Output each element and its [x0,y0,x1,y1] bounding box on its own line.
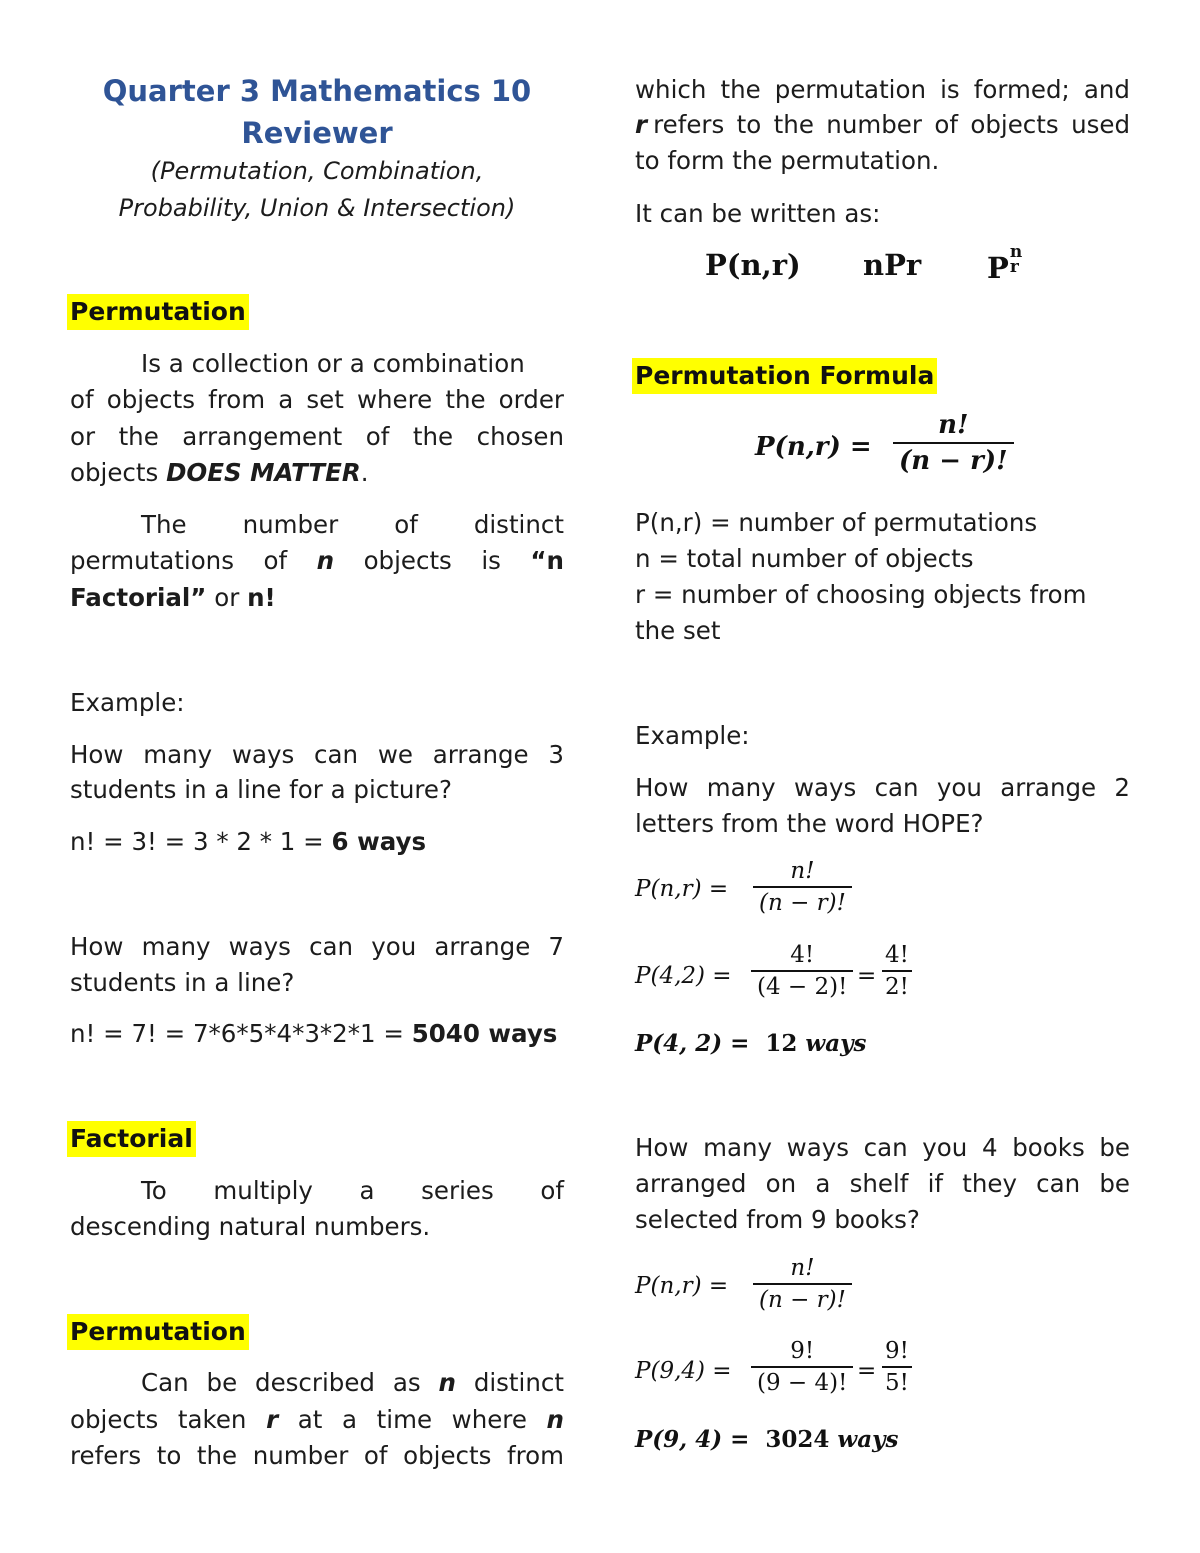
result-lhs: P(4, 2) = [635,1030,750,1057]
text-line [141,1173,564,1210]
equals-sign: = [857,963,877,989]
permutation-formula-heading: Permutation Formula [632,358,937,394]
text-line [70,580,276,617]
word: distinct [473,510,564,539]
word: taken [177,1405,247,1434]
word: distinct [473,1368,564,1397]
emphasis-text: DOES MATTER [166,458,361,487]
formula-fraction [893,410,1014,476]
word: time [376,1405,433,1434]
equals-sign: = [857,1358,877,1384]
word: a [342,1405,358,1434]
word: be [206,1368,238,1397]
formula-numerator: n! [790,1255,815,1281]
formula-fraction [753,858,852,916]
page-subtitle-line2: Probability, Union & Intersection) [118,194,516,222]
word: is [481,546,501,575]
variable-r: r [635,110,648,139]
result-unit: ways [805,1030,867,1057]
formula-lhs: P(4,2) = [635,963,732,989]
permutation-heading: Permutation [67,294,249,330]
formula-lhs: P(n,r) = [635,1273,729,1299]
example-label: Example: [70,688,185,717]
formula-lhs: P(n,r) = [755,432,872,462]
text-line [635,107,1130,144]
formula-denominator: 5! [882,1366,912,1396]
text-line [141,1365,564,1402]
text-line: which the permutation is formed; and [635,75,1130,104]
page-subtitle: (Permutation, Combination, [150,157,484,185]
text-line: refers to the number of objects from [70,1441,564,1470]
result-unit: ways [837,1426,899,1453]
definition-line: P(n,r) = number of permutations [635,508,1038,537]
formula-numerator: 4! [885,942,909,968]
word: Can [141,1368,189,1397]
word: series [421,1176,494,1205]
text-line: or the arrangement of the chosen [70,422,564,451]
question-line: How many ways can you arrange 7 [70,932,564,961]
notation-function: P(n,r) [705,248,801,282]
example-label: Example: [635,721,750,750]
word: permutations [70,546,234,575]
formula-numerator: n! [938,410,969,440]
formula-denominator: (n − r)! [893,442,1014,476]
factorial-heading: Factorial [67,1121,196,1157]
result-line [635,1030,866,1057]
formula-denominator: (4 − 2)! [751,970,853,1000]
word: where [451,1405,527,1434]
notation-npr: nPr [863,248,922,282]
formula-denominator: (9 − 4)! [751,1366,853,1396]
result-line [635,1426,898,1453]
text-line: descending natural numbers. [70,1212,431,1241]
text-span: or [206,583,248,612]
calculation-line [70,1016,557,1053]
formula-lhs: P(9,4) = [635,1358,732,1384]
variable-n: n [316,546,335,575]
definition-line: n = total number of objects [635,544,974,573]
word: To [141,1176,167,1205]
formula-fraction [753,1255,852,1313]
word: objects [363,546,452,575]
emphasis-text: n! [247,583,276,612]
question-line: arranged on a shelf if they can be [635,1169,1130,1198]
permutation-heading-2: Permutation [67,1314,249,1350]
word: a [359,1176,375,1205]
variable-n: n [546,1405,564,1434]
calc-result: 6 ways [331,827,427,856]
notation-superscript [987,242,1025,285]
formula-fraction [751,942,853,1000]
word: at [297,1405,323,1434]
question-line: selected from 9 books? [635,1205,920,1234]
emphasis-text: Factorial” [70,583,207,612]
question-line: How many ways can you 4 books be [635,1133,1130,1162]
emphasis-text: “n [530,546,564,575]
page-title: Quarter 3 Mathematics 10 [102,74,532,108]
formula-fraction [882,1338,912,1396]
word: number [242,510,339,539]
text-line [141,507,564,544]
variable-n: n [438,1368,456,1397]
word: objects [70,1405,159,1434]
variable-r: r [266,1405,279,1434]
calculation-line [70,824,426,861]
formula-denominator: (n − r)! [753,886,852,916]
text-line: of objects from a set where the order [70,385,564,414]
text-span: refers to the number of objects used [653,110,1130,139]
formula-fraction [751,1338,853,1396]
result-value: 3024 [765,1426,830,1453]
text-span: objects [70,458,167,487]
calc-text: n! = 3! = 3 * 2 * 1 = [70,827,332,856]
definition-line: r = number of choosing objects from [635,580,1087,609]
notation-sub: r [1009,257,1019,277]
word: multiply [213,1176,313,1205]
definition-line: the set [635,616,721,645]
text-span: . [360,458,369,487]
word: described [255,1368,375,1397]
result-value: 12 [765,1030,798,1057]
text-line [70,1402,564,1439]
text-line: to form the permutation. [635,146,940,175]
formula-fraction [882,942,912,1000]
word: of [263,546,288,575]
formula-numerator: n! [790,858,815,884]
notation-sup: n [1009,242,1023,262]
written-as-label: It can be written as: [635,199,881,228]
formula-denominator: 2! [882,970,912,1000]
word: The [141,510,187,539]
question-line: How many ways can you arrange 2 [635,773,1130,802]
formula-numerator: 4! [790,942,815,968]
word: of [540,1176,564,1205]
formula-numerator: 9! [790,1338,815,1364]
question-line: students in a line for a picture? [70,775,452,804]
word: as [392,1368,421,1397]
text-line [70,455,369,492]
question-line: students in a line? [70,968,295,997]
result-lhs: P(9, 4) = [635,1426,750,1453]
formula-lhs: P(n,r) = [635,876,729,902]
calc-result: 5040 ways [411,1019,558,1048]
formula-numerator: 9! [885,1338,909,1364]
notation-base: P [987,251,1009,285]
text-line: Is a collection or a combination [141,349,525,378]
page-title-line2: Reviewer [241,116,393,150]
question-line: letters from the word HOPE? [635,809,984,838]
question-line: How many ways can we arrange 3 [70,740,564,769]
text-line [70,543,564,580]
word: of [394,510,418,539]
formula-denominator: (n − r)! [753,1283,852,1313]
calc-text: n! = 7! = 7*6*5*4*3*2*1 = [70,1019,412,1048]
